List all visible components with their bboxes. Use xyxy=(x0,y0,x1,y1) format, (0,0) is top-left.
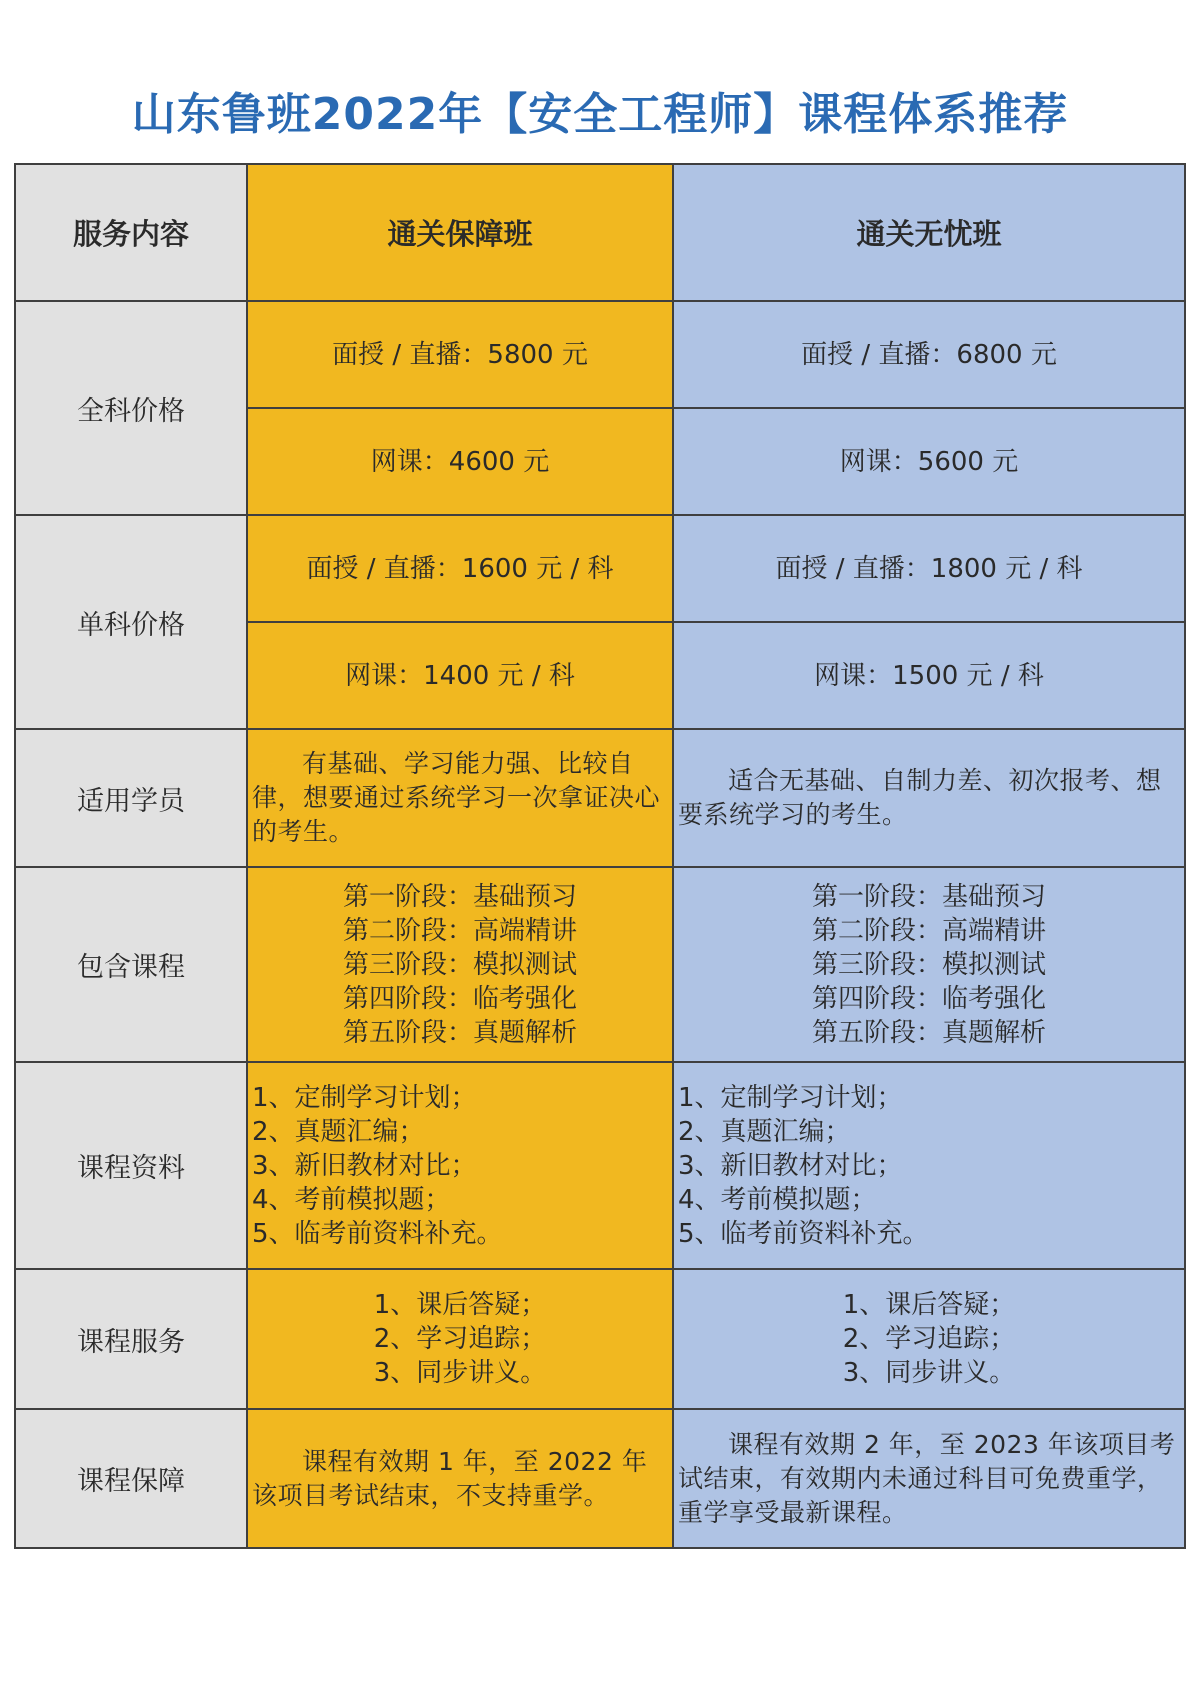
plan2-materials xyxy=(672,1061,1186,1270)
service-item: 3、同步讲义。 xyxy=(842,1358,1016,1388)
service-item: 2、学习追踪； xyxy=(842,1324,1016,1354)
plan2-courses xyxy=(672,866,1186,1063)
material-item: 3、新旧教材对比； xyxy=(678,1150,903,1181)
course-stage: 第三阶段：模拟测试 xyxy=(342,949,577,980)
price-text: 面授 / 直播：1800 元 / 科 xyxy=(775,553,1083,584)
services-list xyxy=(843,1288,1016,1390)
single-price-label: 单科价格 xyxy=(77,609,185,641)
row-label-full-price xyxy=(14,300,248,516)
plan1-single-online-price xyxy=(246,621,674,730)
header-plan-guarantee xyxy=(246,163,674,302)
service-item: 2、学习追踪； xyxy=(373,1324,547,1354)
plan1-name: 通关保障班 xyxy=(387,217,533,251)
services-label: 课程服务 xyxy=(77,1326,185,1358)
material-item: 2、真题汇编； xyxy=(678,1116,851,1147)
page-title: 山东鲁班2022年【安全工程师】课程体系推荐 xyxy=(131,89,1069,140)
course-stage: 第二阶段：高端精讲 xyxy=(811,915,1046,946)
guarantee-text: 课程有效期 2 年，至 2023 年该项目考试结束，有效期内未通过科目可免费重学，重学享受最新课程。 xyxy=(678,1429,1176,1527)
plan2-full-online-price xyxy=(672,407,1186,516)
course-list xyxy=(343,880,577,1050)
header-service-content xyxy=(14,163,248,302)
price-text: 面授 / 直播：1600 元 / 科 xyxy=(306,553,614,584)
material-item: 2、真题汇编； xyxy=(252,1116,425,1147)
plan1-single-live-price xyxy=(246,514,674,623)
plan1-courses xyxy=(246,866,674,1063)
material-item: 4、考前模拟题； xyxy=(252,1184,451,1215)
material-item: 1、定制学习计划； xyxy=(252,1082,477,1113)
guarantee-text: 课程有效期 1 年，至 2022 年该项目考试结束，不支持重学。 xyxy=(252,1446,648,1510)
row-label-courses xyxy=(14,866,248,1063)
course-stage: 第四阶段：临考强化 xyxy=(342,983,577,1014)
students-text: 有基础、学习能力强、比较自律，想要通过系统学习一次拿证决心的考生。 xyxy=(252,749,661,846)
materials-list xyxy=(674,1081,1184,1251)
plan2-single-live-price xyxy=(672,514,1186,623)
course-stage: 第一阶段：基础预习 xyxy=(811,881,1046,912)
price-text: 面授 / 直播：5800 元 xyxy=(332,339,588,370)
students-label: 适用学员 xyxy=(77,785,185,817)
materials-list xyxy=(248,1081,672,1251)
material-item: 4、考前模拟题； xyxy=(678,1184,877,1215)
plan2-guarantee xyxy=(672,1408,1186,1549)
plan2-full-live-price xyxy=(672,300,1186,409)
material-item: 3、新旧教材对比； xyxy=(252,1150,477,1181)
material-item: 5、临考前资料补充。 xyxy=(678,1218,929,1249)
plan2-name: 通关无忧班 xyxy=(856,217,1002,251)
plan1-guarantee xyxy=(246,1408,674,1549)
course-stage: 第四阶段：临考强化 xyxy=(811,983,1046,1014)
plan2-services xyxy=(672,1268,1186,1410)
row-label-services xyxy=(14,1268,248,1410)
price-text: 网课：1400 元 / 科 xyxy=(345,660,575,691)
guarantee-label: 课程保障 xyxy=(77,1466,185,1497)
service-item: 1、课后答疑； xyxy=(373,1290,547,1320)
header-plan-worryfree xyxy=(672,163,1186,302)
plan1-full-online-price xyxy=(246,407,674,516)
material-item: 1、定制学习计划； xyxy=(678,1082,903,1113)
row-label-students xyxy=(14,728,248,868)
services-list xyxy=(374,1288,547,1390)
students-text: 适合无基础、自制力差、初次报考、想要系统学习的考生。 xyxy=(678,766,1162,829)
full-price-label: 全科价格 xyxy=(77,395,185,427)
service-item: 3、同步讲义。 xyxy=(373,1358,547,1388)
course-comparison-table xyxy=(14,163,1186,1649)
plan1-materials xyxy=(246,1061,674,1270)
material-item: 5、临考前资料补充。 xyxy=(252,1218,503,1249)
price-text: 网课：1500 元 / 科 xyxy=(814,660,1044,691)
plan1-services xyxy=(246,1268,674,1410)
row-label-single-price xyxy=(14,514,248,730)
course-list xyxy=(812,880,1046,1050)
courses-label: 包含课程 xyxy=(77,952,185,983)
header-label: 服务内容 xyxy=(72,217,189,251)
price-text: 网课：4600 元 xyxy=(370,446,550,477)
row-label-guarantee xyxy=(14,1408,248,1549)
course-stage: 第五阶段：真题解析 xyxy=(811,1017,1046,1048)
course-stage: 第五阶段：真题解析 xyxy=(342,1017,577,1048)
course-stage: 第三阶段：模拟测试 xyxy=(811,949,1046,980)
course-stage: 第一阶段：基础预习 xyxy=(342,881,577,912)
price-text: 网课：5600 元 xyxy=(839,446,1019,477)
price-text: 面授 / 直播：6800 元 xyxy=(801,339,1057,370)
row-label-materials xyxy=(14,1061,248,1270)
plan1-students xyxy=(246,728,674,868)
materials-label: 课程资料 xyxy=(77,1153,185,1184)
service-item: 1、课后答疑； xyxy=(842,1290,1016,1320)
course-stage: 第二阶段：高端精讲 xyxy=(342,915,577,946)
plan2-students xyxy=(672,728,1186,868)
plan2-single-online-price xyxy=(672,621,1186,730)
plan1-full-live-price xyxy=(246,300,674,409)
